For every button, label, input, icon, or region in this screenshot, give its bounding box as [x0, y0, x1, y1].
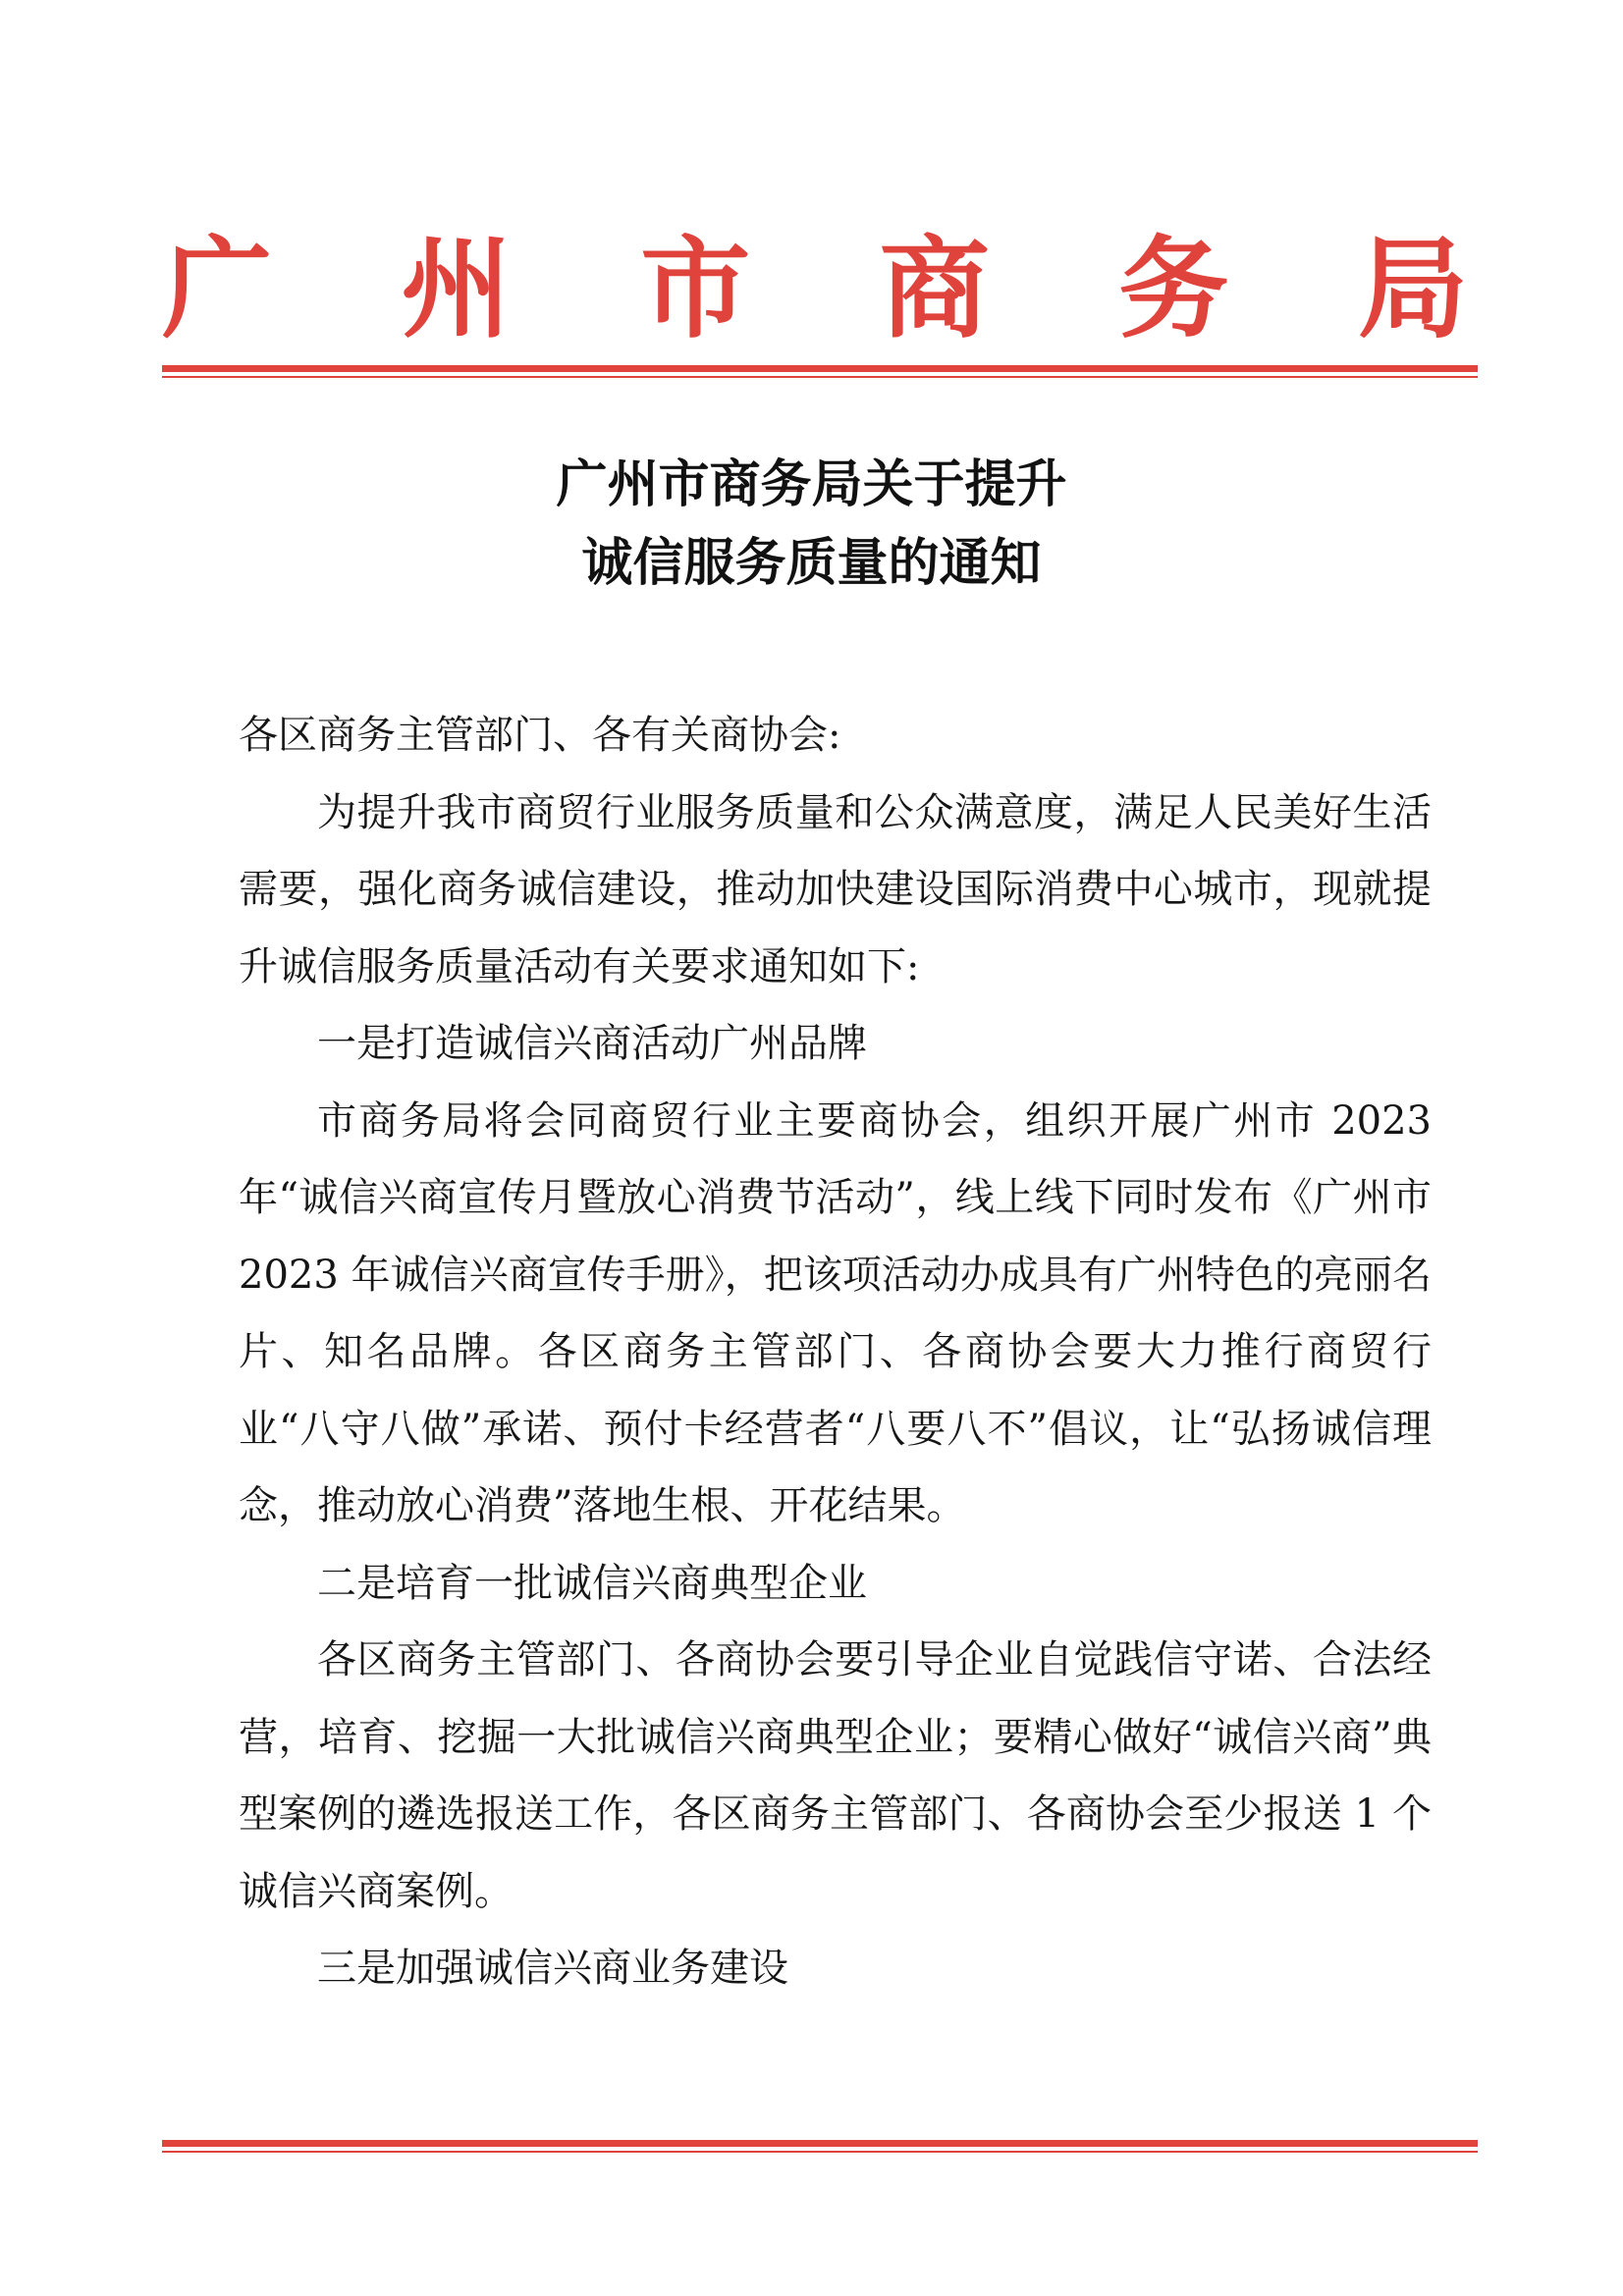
letterhead-char: 州 — [401, 224, 512, 353]
letterhead-red-rule — [162, 365, 1478, 378]
section-paragraph-1: 市商务局将会同商贸行业主要商协会，组织开展广州市 2023 年“诚信兴商宣传月暨放心消费节活动”，线上线下同时发布《广州市 2023 年诚信兴商宣传手册》，把该项活动办成具有广州特色的亮丽名片、知名品牌。各区商务主管部门、各商协会要大力推行商贸行业“八守八做”承诺、预付卡经营者“八要八不”倡议，让“弘扬诚信理念，推动放心消费”落地生根、开花结果。 — [239, 1097, 1432, 1528]
letterhead-org-name — [162, 224, 1468, 353]
letterhead-char: 局 — [1357, 224, 1468, 353]
intro-paragraph: 为提升我市商贸行业服务质量和公众满意度，满足人民美好生活需要，强化商务诚信建设，推动加快建设国际消费中心城市，现就提升诚信服务质量活动有关要求通知如下: — [239, 789, 1432, 989]
document-body — [239, 697, 1432, 2007]
letterhead-char: 商 — [879, 224, 990, 353]
section-heading-2: 二是培育一批诚信兴商典型企业 — [317, 1560, 867, 1606]
document-title-line-2: 诚信服务质量的通知 — [581, 533, 1042, 593]
section-heading-3: 三是加强诚信兴商业务建设 — [317, 1946, 788, 1991]
section-heading-1: 一是打造诚信兴商活动广州品牌 — [317, 1021, 867, 1066]
letterhead-char: 市 — [640, 224, 751, 353]
letterhead-char: 务 — [1118, 224, 1229, 353]
footer-red-rule — [162, 2140, 1478, 2153]
salutation: 各区商务主管部门、各有关商协会: — [239, 713, 841, 758]
document-title-line-1: 广州市商务局关于提升 — [556, 454, 1067, 514]
letterhead-char: 广 — [162, 224, 272, 353]
section-paragraph-2: 各区商务主管部门、各商协会要引导企业自觉践信守诺、合法经营，培育、挖掘一大批诚信兴商典型企业；要精心做好“诚信兴商”典型案例的遴选报送工作，各区商务主管部门、各商协会至少报送 1 个诚信兴商案例。 — [239, 1637, 1432, 1914]
